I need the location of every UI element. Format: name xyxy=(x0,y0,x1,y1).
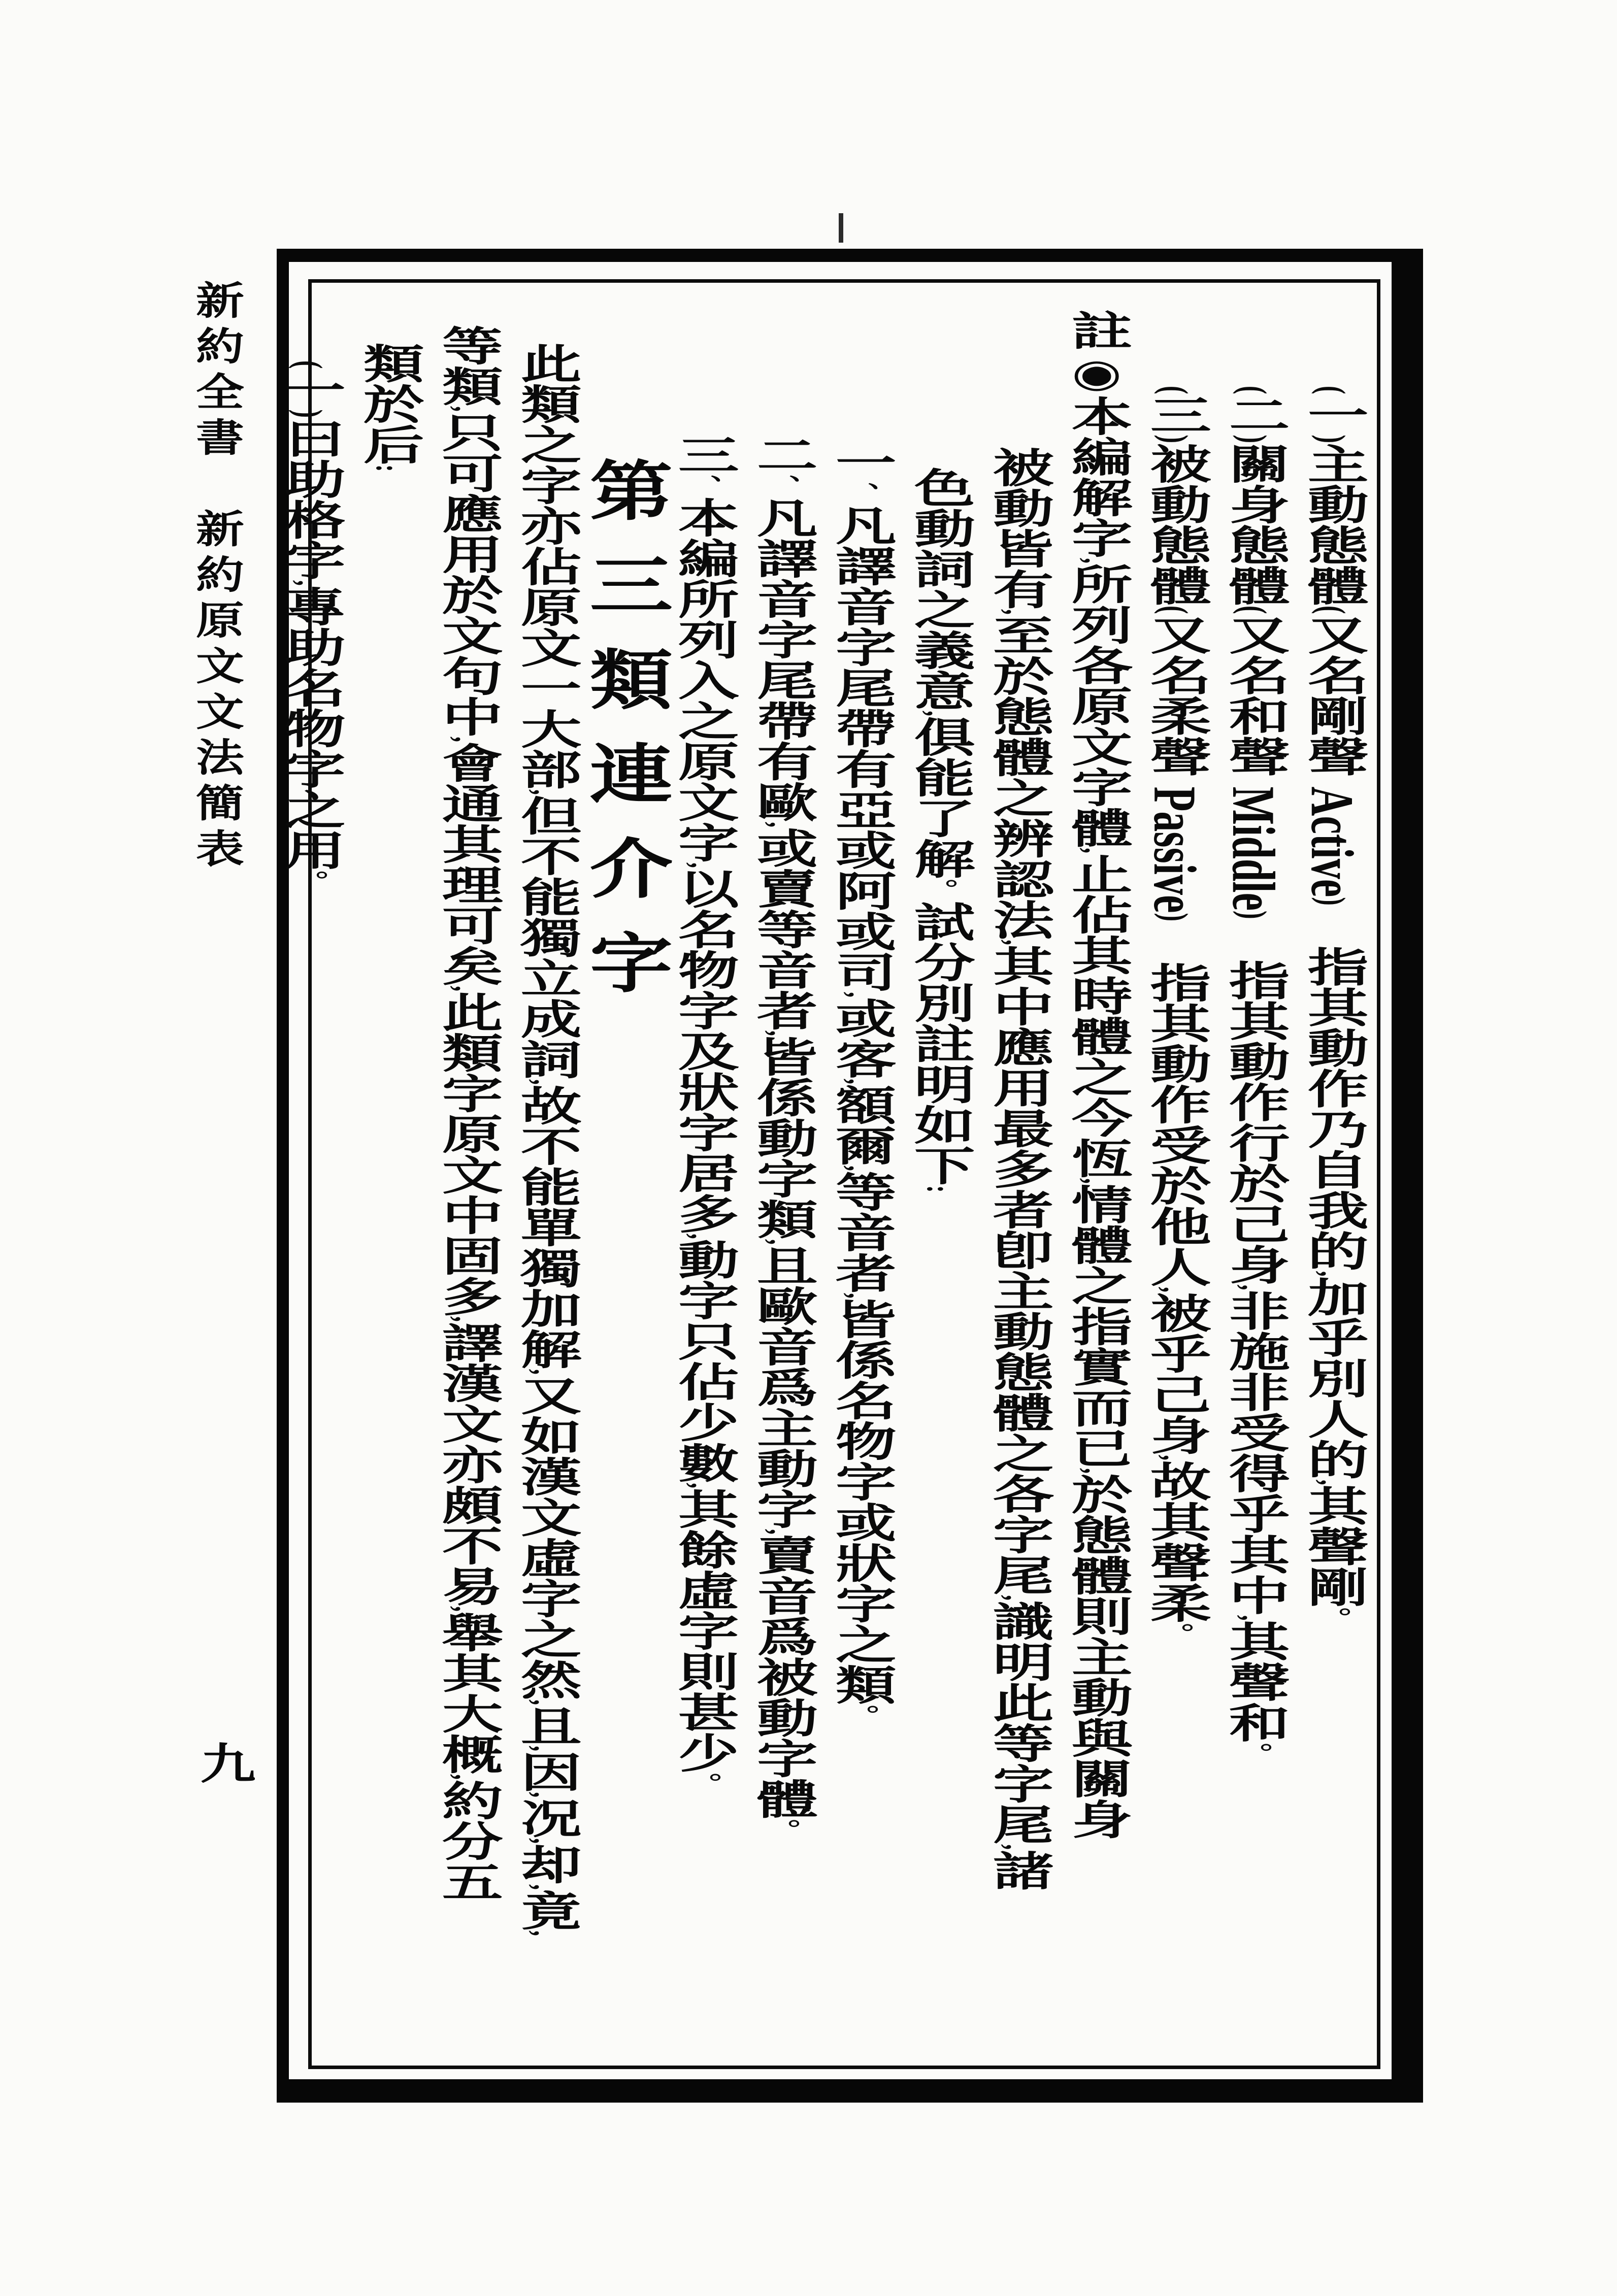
text-column-8: 二、凡譯音字尾帶有歐,或賣等音者,皆係動字類,且歐音爲主動字,賣音爲被動字體。 xyxy=(747,434,814,1841)
text-column-13: 類於后: xyxy=(353,343,421,472)
text-column-5: 被動皆有,至於態體之辨認法,其中應用最多者卽主動態體之各字尾,識明此等字尾,諸 xyxy=(983,447,1050,1890)
section-heading: 第三類連介字 xyxy=(577,457,670,1023)
text-column-11: 此類之字亦佔原文一大部,但不能獨立成詞,故不能單獨加解,又如漢文虛字之然,且,因,况,却,竟, xyxy=(511,343,578,1936)
vertical-text-block xyxy=(275,294,1371,2051)
text-column-6: 色動詞之義意,俱能了解。試分別註明如下: xyxy=(904,467,972,1193)
text-column-14: (一)曰助格字,專助名物字之用。 xyxy=(275,360,342,893)
page-number: 九 xyxy=(192,1741,254,1784)
text-column-1: (一)主動態體(又名剛聲 Active) 指其動作乃自我的,加乎別人的,其聲剛。 xyxy=(1298,386,1365,1629)
text-column-12: 等類,只可應用於文句中,會通其理可矣,此類字原文中固多,譯漢文亦頗不易,舉其大概,約分五 xyxy=(432,325,500,1902)
text-column-2: (二)關身態體(又名和聲 Middle) 指其動作行於己身,非施非受得乎其中,其聲和。 xyxy=(1219,386,1286,1765)
text-column-4: 註◉本編解字,所列各原文字體,止佔其時體之今恆,情體之指實而已,於態體則主動與關身 xyxy=(1062,310,1129,1839)
scan-artifact-mark xyxy=(839,213,843,243)
text-column-3: (三)被動態體(又名柔聲 Passive) 指其動作受於他人,被乎己身,故其聲柔。 xyxy=(1140,386,1208,1645)
text-column-7: 一、凡譯音字尾帶有亞或阿或司,或客,額爾,等音者,皆係名物字或狀字之類。 xyxy=(826,442,893,1727)
text-column-9: 三、本編所列入之原文字,以名物字及狀字居多,動字只佔少數,其餘虛字則甚少。 xyxy=(668,434,736,1795)
book-running-title: 新約全書 新約原文文法簡表 xyxy=(188,280,242,874)
